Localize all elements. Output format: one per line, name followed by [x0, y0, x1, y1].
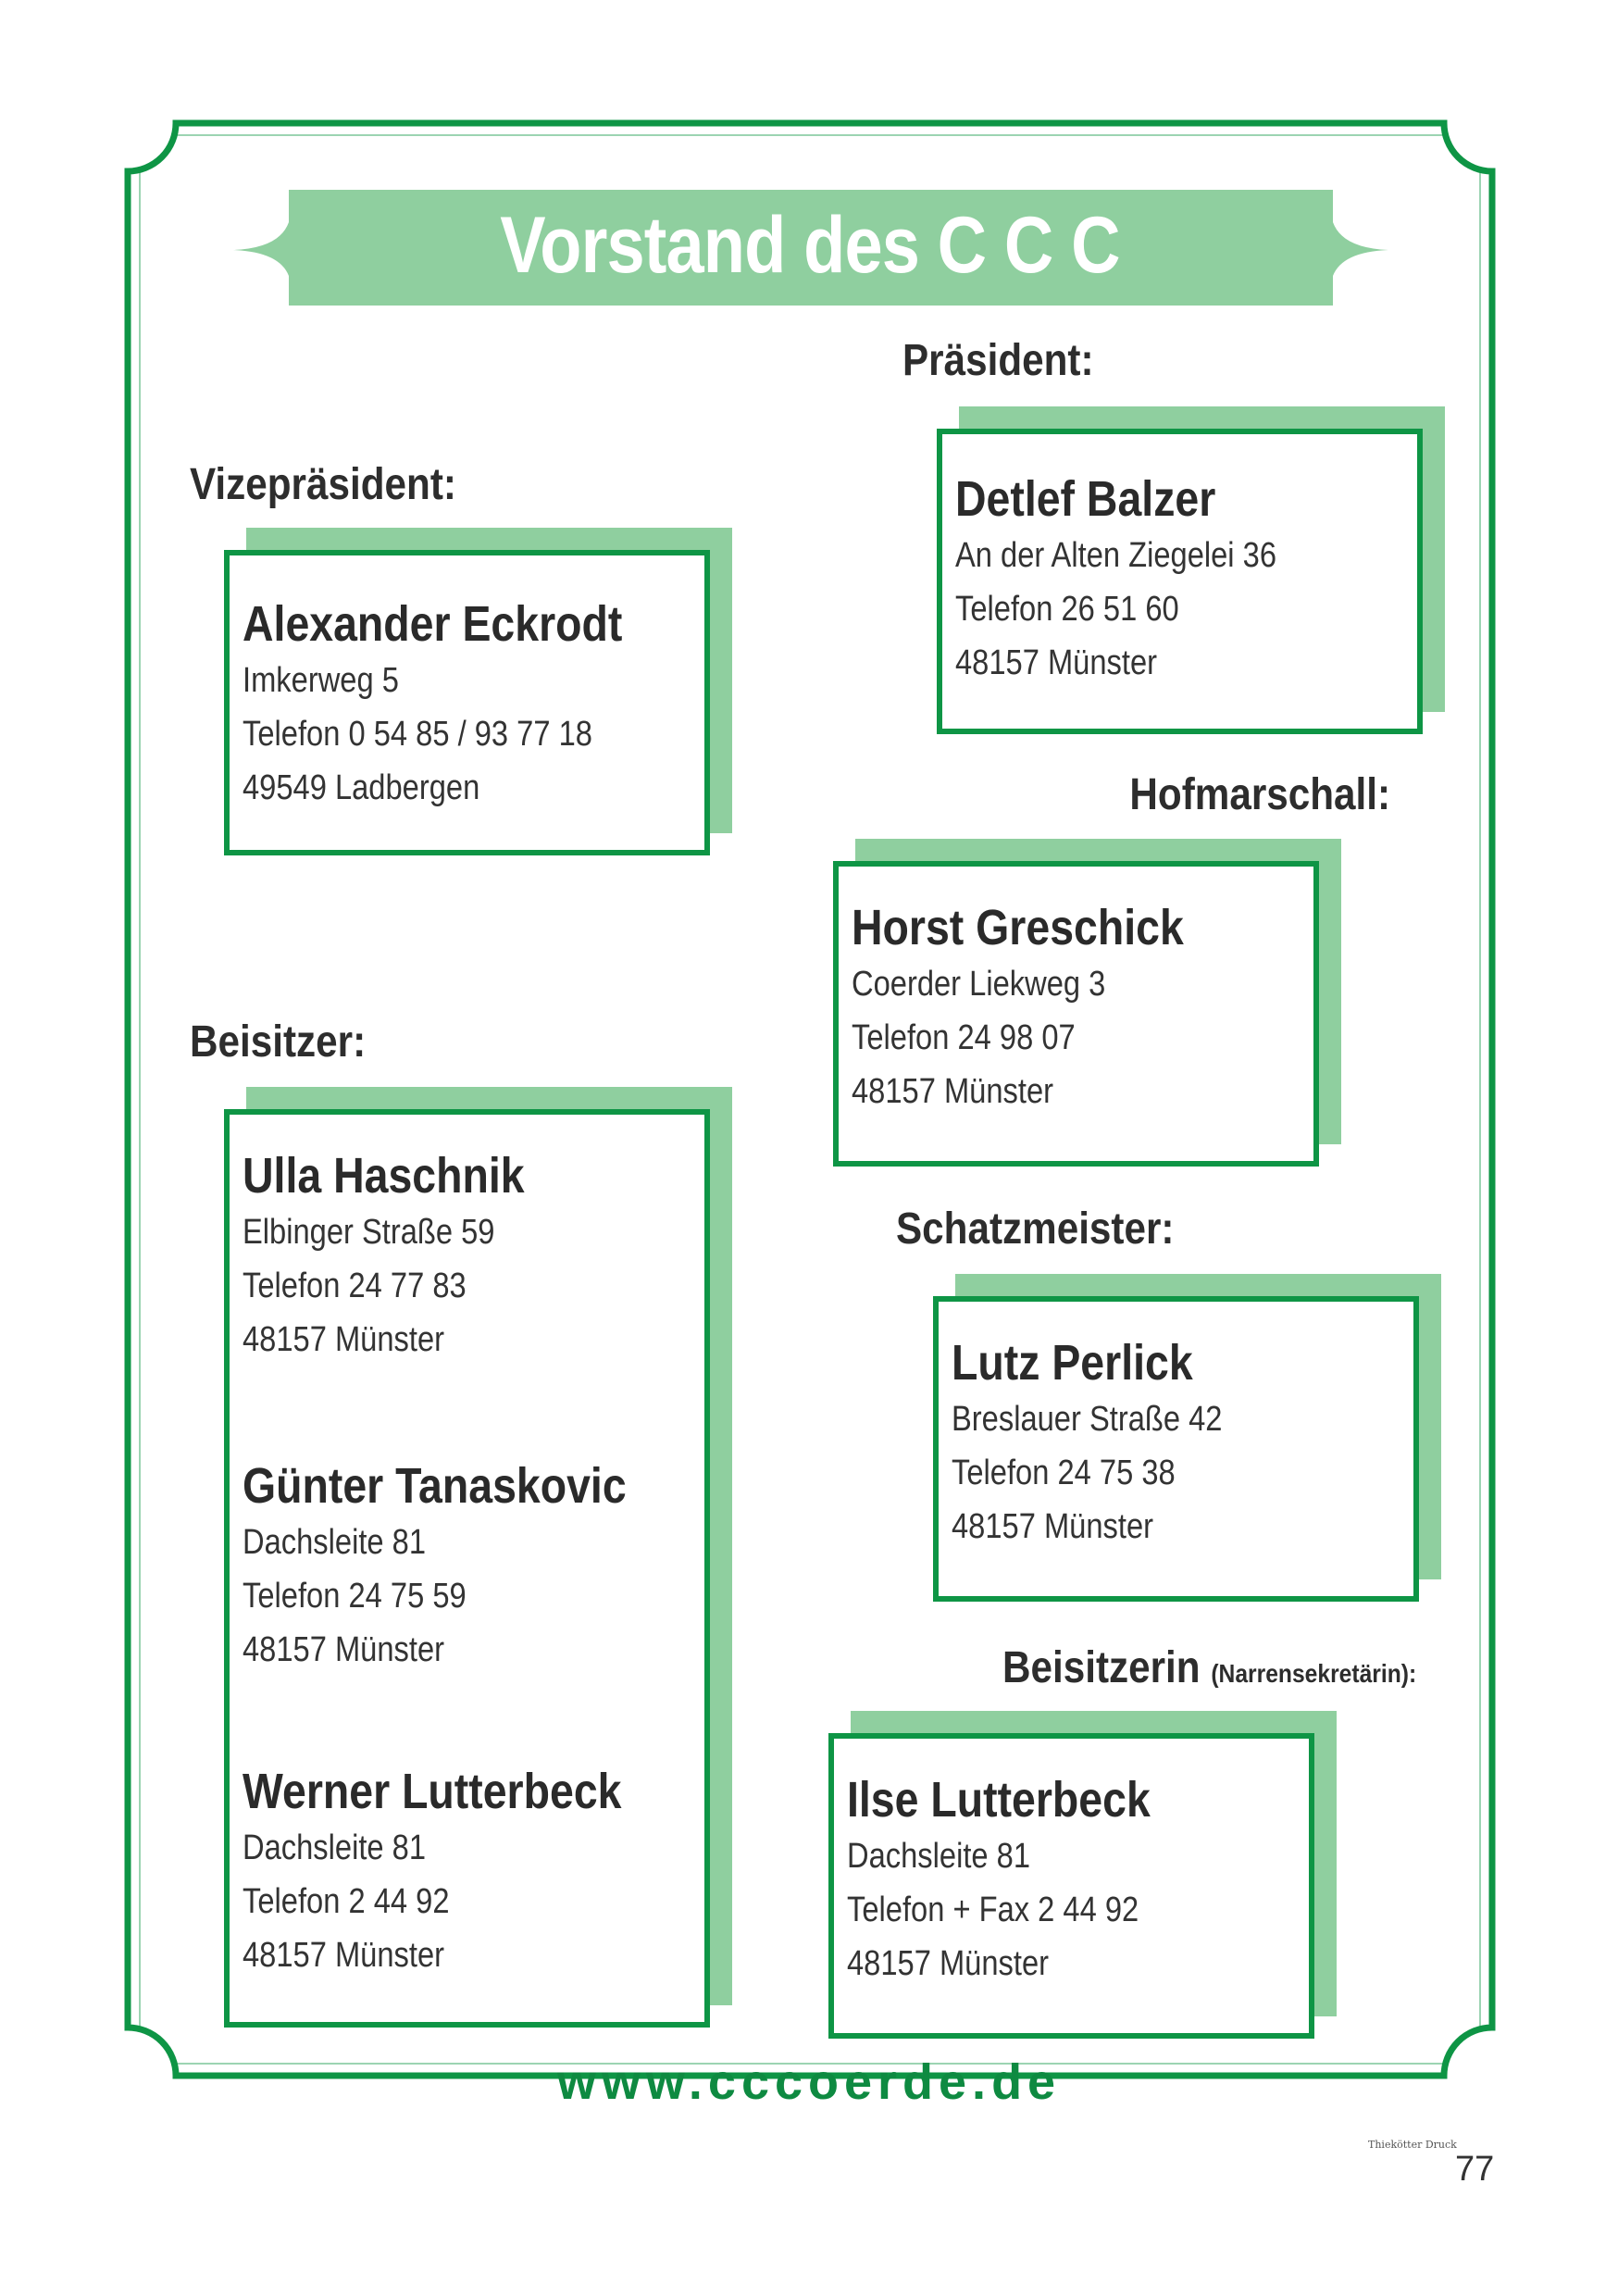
page-number: 77	[1455, 2150, 1495, 2189]
role-beisitzerin-label: Beisitzerin	[1002, 1643, 1201, 1692]
city-line: 49549 Ladbergen	[243, 768, 480, 807]
card-vizepraesident	[224, 550, 710, 855]
address-line: An der Alten Ziegelei 36	[955, 536, 1277, 575]
city-line: 48157 Münster	[852, 1072, 1054, 1111]
phone-line: Telefon 0 54 85 / 93 77 18	[243, 715, 592, 754]
role-beisitzer: Beisitzer:	[190, 1017, 367, 1067]
website-url: www.cccoerde.de	[556, 2054, 1062, 2110]
card-beisitzerin	[828, 1733, 1314, 2039]
role-vizepraesident: Vizepräsident:	[190, 460, 456, 509]
person-name: Lutz Perlick	[952, 1335, 1193, 1391]
printer-mark: Thiekötter Druck	[1368, 2139, 1457, 2151]
phone-line: Telefon 24 98 07	[852, 1018, 1076, 1057]
address-line: Imkerweg 5	[243, 661, 399, 700]
phone-line: Telefon 24 77 83	[243, 1267, 467, 1305]
city-line: 48157 Münster	[243, 1320, 445, 1359]
city-line: 48157 Münster	[243, 1630, 445, 1669]
person-name: Detlef Balzer	[955, 471, 1216, 527]
phone-line: Telefon 2 44 92	[243, 1882, 450, 1921]
city-line: 48157 Münster	[952, 1507, 1154, 1546]
card-praesident	[937, 429, 1423, 734]
person-name: Werner Lutterbeck	[243, 1764, 622, 1819]
role-beisitzerin-note: (Narrensekretärin)	[1211, 1659, 1409, 1688]
person-name: Ilse Lutterbeck	[847, 1772, 1151, 1828]
phone-line: Telefon + Fax 2 44 92	[847, 1890, 1139, 1929]
address-line: Coerder Liekweg 3	[852, 965, 1106, 1004]
address-line: Breslauer Straße 42	[952, 1400, 1223, 1439]
page-title: Vorstand des C C C	[500, 200, 1120, 290]
person-name: Alexander Eckrodt	[243, 596, 623, 652]
role-hofmarschall: Hofmarschall:	[1129, 770, 1390, 819]
person-name: Horst Greschick	[852, 900, 1184, 955]
phone-line: Telefon 24 75 38	[952, 1454, 1176, 1492]
role-praesident: Präsident:	[902, 336, 1094, 385]
role-beisitzerin	[1002, 1642, 1416, 1693]
address-line: Elbinger Straße 59	[243, 1213, 495, 1252]
address-line: Dachsleite 81	[243, 1828, 427, 1867]
card-schatzmeister	[933, 1296, 1419, 1602]
role-beisitzerin-colon: :	[1408, 1659, 1416, 1688]
address-line: Dachsleite 81	[847, 1837, 1031, 1876]
person-name: Ulla Haschnik	[243, 1148, 525, 1204]
address-line: Dachsleite 81	[243, 1523, 427, 1562]
phone-line: Telefon 26 51 60	[955, 590, 1179, 629]
city-line: 48157 Münster	[955, 643, 1158, 682]
card-hofmarschall	[833, 861, 1319, 1167]
person-name: Günter Tanaskovic	[243, 1458, 627, 1514]
card-beisitzer	[224, 1109, 710, 2028]
city-line: 48157 Münster	[243, 1936, 445, 1975]
role-schatzmeister: Schatzmeister:	[896, 1204, 1175, 1254]
phone-line: Telefon 24 75 59	[243, 1577, 467, 1616]
city-line: 48157 Münster	[847, 1944, 1050, 1983]
title-banner-area	[231, 185, 1388, 306]
